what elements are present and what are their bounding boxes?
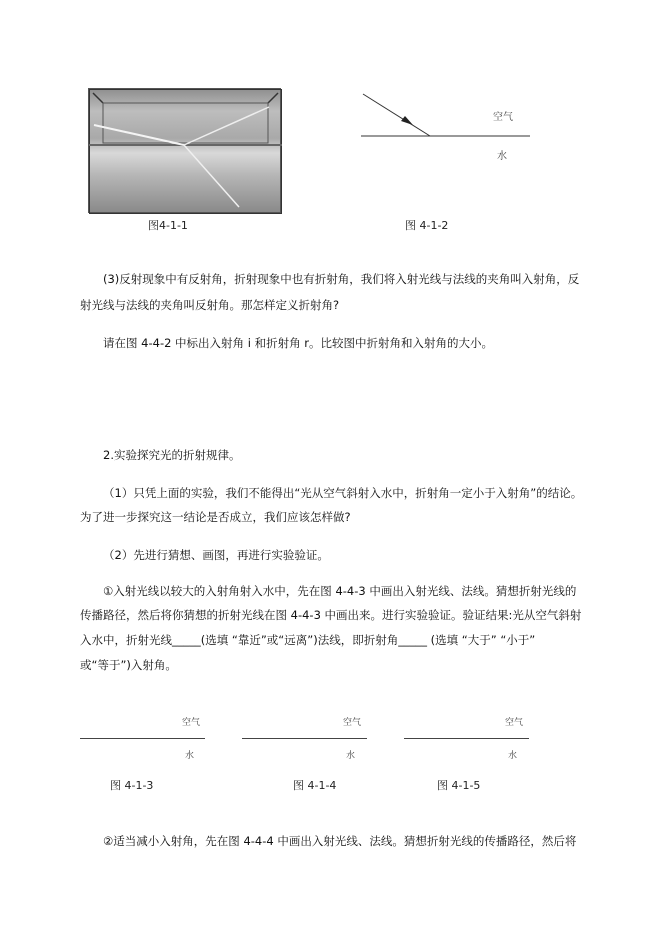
question-1-line1: （1）只凭上面的实验，我们不能得出“光从空气斜射入水中，折射角一定小于入射角”的结论。 [103,486,583,500]
question-2: （2）先进行猜想、画图，再进行实验验证。 [103,548,329,562]
fig3-water-label: 水 [185,751,195,761]
question-1-line2: 为了进一步探究这一结论是否成立，我们应该怎样做? [80,510,351,524]
clause-1-line1: ①入射光线以较大的入射角射入水中，先在图 4-4-3 中画出入射光线、法线。猜想折射光线的 [103,584,577,598]
fig2-water-label: 水 [497,151,507,162]
fig4-caption: 图 4-1-4 [293,779,337,792]
paragraph-3-line2: 射光线与法线的夹角叫反射角。那怎样定义折射角? [80,298,340,312]
fig4-air-label: 空气 [343,718,362,728]
fig2-air-label: 空气 [493,112,513,123]
clause-2-line1: ②适当减小入射角，先在图 4-4-4 中画出入射光线、法线。猜想折射光线的传播路径，然后将 [103,834,577,848]
fig4-surface-line [242,738,367,739]
fig4-water-label: 水 [346,751,356,761]
paragraph-4: 请在图 4-4-2 中标出入射角 i 和折射角 r。比较图中折射角和入射角的大小。 [103,336,493,350]
clause-1-line2: 传播路径，然后将你猜想的折射光线在图 4-4-3 中画出来。进行实验验证。验证结果:光从空气斜射 [80,608,582,622]
tank-photo [88,88,281,213]
fig5-caption: 图 4-1-5 [437,779,481,792]
fig1-caption: 图4-1-1 [148,219,188,232]
fig2-diagram [355,88,545,168]
section-2-title: 2.实验探究光的折射规律。 [103,448,241,462]
fig3-surface-line [80,738,205,739]
fig3-caption: 图 4-1-3 [110,779,154,792]
clause-1-line4: 或“等于”)入射角。 [80,658,177,672]
fig5-water-label: 水 [508,751,518,761]
paragraph-3-line1: (3)反射现象中有反射角，折射现象中也有折射角，我们将入射光线与法线的夹角叫入射角，反 [103,272,580,286]
fig3-air-label: 空气 [182,718,201,728]
fig5-air-label: 空气 [505,718,524,728]
clause-1-line3: 入水中，折射光线_____(选填 “靠近”或“远离”)法线，即折射角_____ (选填 “大于” “小于” [80,633,536,647]
fig2-caption: 图 4-1-2 [405,219,449,232]
fig5-surface-line [404,738,529,739]
